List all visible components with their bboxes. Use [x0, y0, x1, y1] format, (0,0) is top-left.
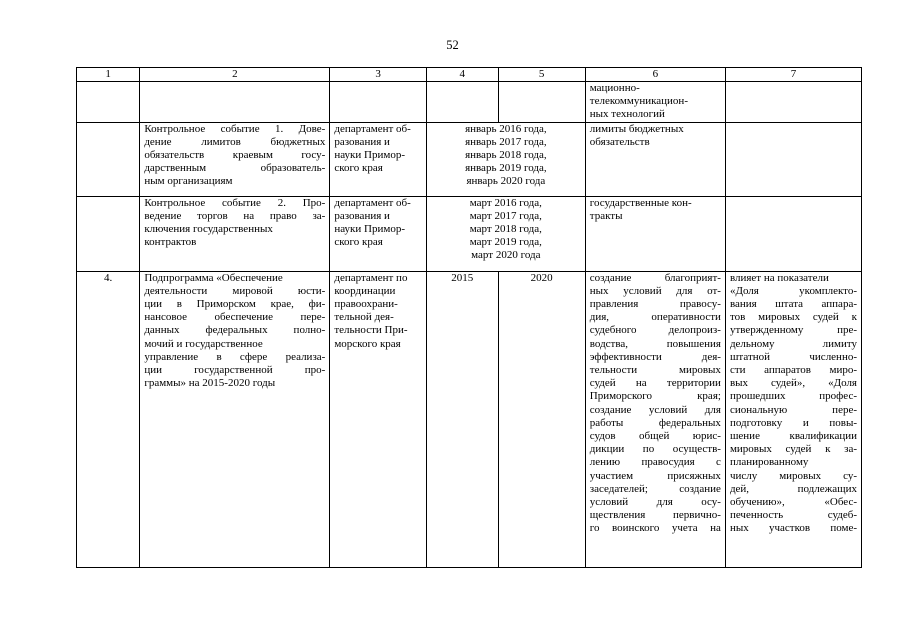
text-line: подготовку и повы-: [729, 416, 857, 429]
cell-executor: [330, 196, 427, 271]
text-line: обучению», «Обес-: [729, 496, 857, 509]
text-line: Приморского края;: [589, 390, 721, 403]
date-line: январь 2016 года,: [465, 122, 547, 135]
text-line: обязательств краевым госу-: [144, 149, 326, 162]
cell-executor: [330, 122, 427, 196]
text-line: заседателей; создание: [589, 482, 721, 495]
text-line: дикции по осуществ-: [589, 443, 721, 456]
text-line: создание условий для: [589, 403, 721, 416]
text-line: шение квалификации: [729, 430, 857, 443]
text-line: науки Примор-: [334, 149, 405, 162]
table-row-event-2: [77, 196, 862, 271]
cell-result: [585, 271, 725, 567]
cell-num: 4.: [77, 271, 140, 567]
date-line: март 2016 года,: [469, 196, 542, 209]
text-line: условий для осу-: [589, 496, 721, 509]
text-line: деятельности мировой юсти-: [144, 284, 326, 297]
text-line: ных участков поме-: [729, 522, 857, 535]
cell-dates: [426, 196, 585, 271]
text-line: создание благоприят-: [589, 271, 721, 284]
cell-link: [725, 271, 861, 567]
text-line: контрактов: [144, 236, 197, 249]
cell-result: [585, 82, 725, 123]
text-line: ского края: [334, 162, 383, 175]
header-col-1: 1: [77, 68, 140, 82]
text-line: Контрольное событие 2. Про-: [144, 196, 326, 209]
text-line: тракты: [589, 209, 623, 222]
cell-link: [725, 196, 861, 271]
text-line: департамент об-: [334, 196, 411, 209]
cell-end: 2020: [498, 271, 585, 567]
text-line: дение лимитов бюджетных: [144, 135, 326, 148]
cell-num: [77, 122, 140, 196]
header-col-6: 6: [585, 68, 725, 82]
header-col-2: 2: [140, 68, 330, 82]
text-line: водства, повышения: [589, 337, 721, 350]
text-line: нансовое обеспечение пере-: [144, 311, 326, 324]
text-line: морского края: [334, 337, 401, 350]
text-line: судебного делопроиз-: [589, 324, 721, 337]
text-line: го воинского учета на: [589, 522, 721, 535]
text-line: ции государственной про-: [144, 364, 326, 377]
text-line: лимиты бюджетных: [589, 122, 684, 135]
date-line: март 2017 года,: [469, 209, 542, 222]
text-line: лению правосудия с: [589, 456, 721, 469]
table-row-subprogram-4: [77, 271, 862, 567]
text-line: утвержденному пре-: [729, 324, 857, 337]
text-line: участием присяжных: [589, 469, 721, 482]
cell-executor: [330, 271, 427, 567]
text-line: планированному: [729, 456, 809, 469]
text-line: ключения государственных: [144, 223, 273, 236]
text-line: мировых судей к за-: [729, 443, 857, 456]
cell-dates: [426, 122, 585, 196]
cell-link: [725, 82, 861, 123]
text-line: телекоммуникацион-: [589, 95, 688, 108]
header-col-7: 7: [725, 68, 861, 82]
text-line: сти аппаратов миро-: [729, 364, 857, 377]
text-line: дельному лимиту: [729, 337, 857, 350]
text-line: судей на территории: [589, 377, 721, 390]
cell-end: [498, 82, 585, 123]
text-line: ции в Приморском крае, фи-: [144, 298, 326, 311]
text-line: ведение торгов на право за-: [144, 209, 326, 222]
header-col-4: 4: [426, 68, 498, 82]
text-line: разования и: [334, 209, 390, 222]
table-row-event-1: [77, 122, 862, 196]
text-line: ществления первично-: [589, 509, 721, 522]
text-line: ных условий для от-: [589, 284, 721, 297]
text-line: числу мировых су-: [729, 469, 857, 482]
text-line: эффективности дея-: [589, 350, 721, 363]
text-line: тельности мировых: [589, 364, 721, 377]
header-col-5: 5: [498, 68, 585, 82]
date-line: март 2020 года: [471, 249, 541, 262]
cell-name: [140, 271, 330, 567]
cell-executor: [330, 82, 427, 123]
date-line: январь 2019 года,: [465, 162, 547, 175]
cell-result: [585, 196, 725, 271]
text-line: влияет на показатели: [729, 271, 829, 284]
date-line: январь 2017 года,: [465, 135, 547, 148]
cell-start: [426, 82, 498, 123]
date-line: март 2019 года,: [469, 236, 542, 249]
text-line: координации: [334, 284, 396, 297]
text-line: судов общей юрис-: [589, 430, 721, 443]
date-line: январь 2020 года: [466, 175, 546, 188]
text-line: департамент по: [334, 271, 408, 284]
text-line: данных федеральных полно-: [144, 324, 326, 337]
text-line: Контрольное событие 1. Дове-: [144, 122, 326, 135]
text-line: работы федеральных: [589, 416, 721, 429]
text-line: тельности При-: [334, 324, 408, 337]
text-line: ным организациям: [144, 175, 233, 188]
cell-start: 2015: [426, 271, 498, 567]
text-line: штатной численно-: [729, 350, 857, 363]
text-line: обязательств: [589, 135, 650, 148]
text-line: правления правосу-: [589, 298, 721, 311]
text-line: правоохрани-: [334, 298, 398, 311]
text-line: тельной дея-: [334, 311, 394, 324]
date-line: январь 2018 года,: [465, 149, 547, 162]
text-line: прошедших профес-: [729, 390, 857, 403]
cell-result: [585, 122, 725, 196]
cell-link: [725, 122, 861, 196]
text-line: науки Примор-: [334, 223, 405, 236]
cell-name: [140, 196, 330, 271]
text-line: ных технологий: [589, 108, 665, 121]
table-header-row: [77, 68, 862, 82]
program-table: [76, 67, 862, 568]
header-col-3: 3: [330, 68, 427, 82]
text-line: дей, подлежащих: [729, 482, 857, 495]
text-line: ского края: [334, 236, 383, 249]
page-number: 52: [446, 38, 459, 52]
text-line: департамент об-: [334, 122, 411, 135]
cell-name: [140, 122, 330, 196]
text-line: управление в сфере реализа-: [144, 350, 326, 363]
text-line: вания штата аппара-: [729, 298, 857, 311]
text-line: мочий и государственное: [144, 337, 263, 350]
text-line: государственные кон-: [589, 196, 692, 209]
cell-num: [77, 196, 140, 271]
table-row-continuation: [77, 82, 862, 123]
text-line: дарственным образователь-: [144, 162, 326, 175]
date-line: март 2018 года,: [469, 223, 542, 236]
text-line: вых судей», «Доля: [729, 377, 857, 390]
text-line: дия, оперативности: [589, 311, 721, 324]
text-line: тов мировых судей к: [729, 311, 857, 324]
cell-name: [140, 82, 330, 123]
text-line: «Доля укомплекто-: [729, 284, 857, 297]
text-line: печенность судеб-: [729, 509, 857, 522]
text-line: мационно-: [589, 82, 640, 94]
text-line: разования и: [334, 135, 390, 148]
text-line: сиональную пере-: [729, 403, 857, 416]
cell-num: [77, 82, 140, 123]
text-line: граммы» на 2015-2020 годы: [144, 377, 276, 390]
text-line: Подпрограмма «Обеспечение: [144, 271, 283, 284]
